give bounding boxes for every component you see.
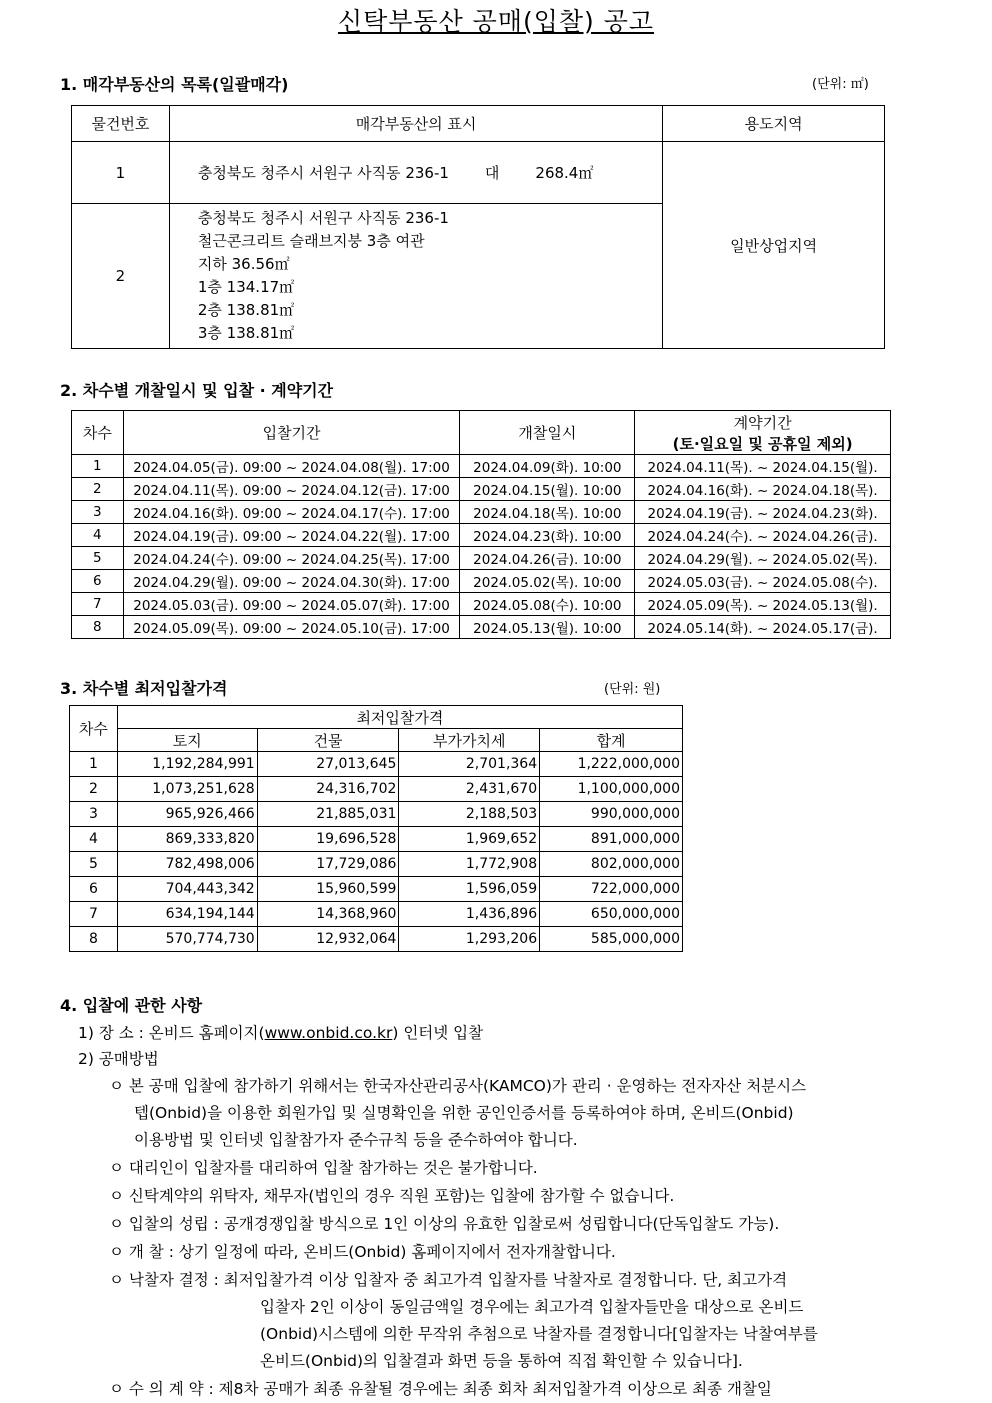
building-price-cell: 19,696,528 xyxy=(257,827,399,852)
schedule-row xyxy=(72,501,891,524)
contract-period-cell: 2024.04.29(월). ~ 2024.05.02(목). xyxy=(635,547,891,570)
method-line: ㅇ 신탁계약의 위탁자, 채무자(법인의 경우 직원 포함)는 입찰에 참가할 수 없습니다. xyxy=(109,1187,675,1205)
method-line: ㅇ 낙찰자 결정 : 최저입찰가격 이상 입찰자 중 최고가격 입찰자를 낙찰자로 결정합니다. 단, 최고가격 xyxy=(109,1271,788,1289)
method-line: ㅇ 수 의 계 약 : 제8차 공매가 최종 유찰될 경우에는 최종 회차 최저입찰가격 이상으로 최종 개찰일 xyxy=(109,1380,772,1398)
building-price-cell: 24,316,702 xyxy=(257,777,399,802)
bid-period-cell: 2024.04.19(금). 09:00 ~ 2024.04.22(월). 17:00 xyxy=(123,524,460,547)
contract-period-cell: 2024.04.16(화). ~ 2024.04.18(목). xyxy=(635,478,891,501)
building-price-cell: 17,729,086 xyxy=(257,852,399,877)
header-zone: 용도지역 xyxy=(663,106,885,142)
header-min-price: 최저입찰가격 xyxy=(117,706,682,729)
vat-cell: 1,969,652 xyxy=(399,827,540,852)
bid-period-cell: 2024.05.03(금). 09:00 ~ 2024.05.07(화). 17:00 xyxy=(123,593,460,616)
item1-description xyxy=(169,142,662,204)
header-item-no: 물건번호 xyxy=(72,106,170,142)
minimum-price-table xyxy=(69,705,683,952)
vat-cell: 1,436,896 xyxy=(399,902,540,927)
land-price-cell: 634,194,144 xyxy=(117,902,257,927)
header-bid-period: 입찰기간 xyxy=(123,411,460,455)
header-building: 건물 xyxy=(257,729,399,752)
building-price-cell: 27,013,645 xyxy=(257,752,399,777)
schedule-row xyxy=(72,524,891,547)
item1-type: 대 xyxy=(484,164,500,182)
item1-no: 1 xyxy=(72,142,170,204)
round-cell: 3 xyxy=(70,802,118,827)
price-row xyxy=(70,827,683,852)
method-line: 입찰자 2인 이상이 동일금액일 경우에는 최고가격 입찰자들만을 대상으로 온비드 xyxy=(260,1298,804,1316)
contract-period-cell: 2024.04.19(금). ~ 2024.04.23(화). xyxy=(635,501,891,524)
building-price-cell: 12,932,064 xyxy=(257,927,399,952)
round-cell: 2 xyxy=(70,777,118,802)
section4-heading: 4. 입찰에 관한 사항 xyxy=(60,996,203,1015)
method-line: ㅇ 개 찰 : 상기 일정에 따라, 온비드(Onbid) 홈페이지에서 전자개찰합니다. xyxy=(109,1243,616,1261)
vat-cell: 2,188,503 xyxy=(399,802,540,827)
page-title: 신탁부동산 공매(입찰) 공고 xyxy=(337,7,655,36)
bid-place-tail: ) 인터넷 입찰 xyxy=(392,1024,484,1042)
vat-cell: 1,772,908 xyxy=(399,852,540,877)
item2-description xyxy=(169,204,662,349)
total-price-cell: 990,000,000 xyxy=(540,802,683,827)
contract-period-cell: 2024.05.03(금). ~ 2024.05.08(수). xyxy=(635,570,891,593)
total-price-cell: 802,000,000 xyxy=(540,852,683,877)
round-cell: 4 xyxy=(70,827,118,852)
item2-line: 충청북도 청주시 서원구 사직동 236-1 xyxy=(197,209,449,227)
auction-method-label: 2) 공매방법 xyxy=(78,1050,159,1068)
total-price-cell: 585,000,000 xyxy=(540,927,683,952)
land-price-cell: 704,443,342 xyxy=(117,877,257,902)
vat-cell: 2,431,670 xyxy=(399,777,540,802)
opening-cell: 2024.04.15(월). 10:00 xyxy=(460,478,635,501)
bid-period-cell: 2024.04.24(수). 09:00 ~ 2024.04.25(목). 17:00 xyxy=(123,547,460,570)
land-price-cell: 869,333,820 xyxy=(117,827,257,852)
round-cell: 3 xyxy=(72,501,124,524)
total-price-cell: 1,222,000,000 xyxy=(540,752,683,777)
round-cell: 7 xyxy=(72,593,124,616)
vat-cell: 1,596,059 xyxy=(399,877,540,902)
item2-line: 지하 36.56㎡ xyxy=(197,255,290,273)
vat-cell: 1,293,206 xyxy=(399,927,540,952)
schedule-row xyxy=(72,478,891,501)
round-cell: 1 xyxy=(70,752,118,777)
round-cell: 6 xyxy=(72,570,124,593)
price-row xyxy=(70,902,683,927)
opening-cell: 2024.04.26(금). 10:00 xyxy=(460,547,635,570)
zone-cell: 일반상업지역 xyxy=(663,142,885,349)
item2-line: 3층 138.81㎡ xyxy=(197,324,295,342)
item2-line: 2층 138.81㎡ xyxy=(197,301,295,319)
header-total: 합계 xyxy=(540,729,683,752)
round-cell: 7 xyxy=(70,902,118,927)
opening-cell: 2024.04.09(화). 10:00 xyxy=(460,455,635,478)
total-price-cell: 722,000,000 xyxy=(540,877,683,902)
bid-period-cell: 2024.05.09(목). 09:00 ~ 2024.05.10(금). 17:00 xyxy=(123,616,460,639)
price-row xyxy=(70,802,683,827)
method-line: ㅇ 입찰의 성립 : 공개경쟁입찰 방식으로 1인 이상의 유효한 입찰로써 성립합니다(단독입찰도 가능). xyxy=(109,1215,780,1233)
land-price-cell: 1,192,284,991 xyxy=(117,752,257,777)
header-vat: 부가가치세 xyxy=(399,729,540,752)
opening-cell: 2024.04.23(화). 10:00 xyxy=(460,524,635,547)
method-line: 이용방법 및 인터넷 입찰참가자 준수규칙 등을 준수하여야 합니다. xyxy=(134,1131,578,1149)
land-price-cell: 965,926,466 xyxy=(117,802,257,827)
onbid-link[interactable]: www.onbid.co.kr xyxy=(264,1024,393,1042)
round-cell: 6 xyxy=(70,877,118,902)
method-line: ㅇ 대리인이 입찰자를 대리하여 입찰 참가하는 것은 불가합니다. xyxy=(109,1159,538,1177)
round-cell: 5 xyxy=(70,852,118,877)
price-row xyxy=(70,852,683,877)
land-price-cell: 1,073,251,628 xyxy=(117,777,257,802)
item2-line: 1층 134.17㎡ xyxy=(197,278,295,296)
header-round: 차수 xyxy=(70,706,118,752)
section3-heading: 3. 차수별 최저입찰가격 xyxy=(60,679,228,698)
method-line: (Onbid)시스템에 의한 무작위 추첨으로 낙찰자를 결정합니다[입찰자는 낙찰여부를 xyxy=(260,1325,818,1343)
header-contract-period xyxy=(635,411,891,455)
total-price-cell: 1,100,000,000 xyxy=(540,777,683,802)
header-opening-datetime: 개찰일시 xyxy=(460,411,635,455)
price-row xyxy=(70,877,683,902)
header-round: 차수 xyxy=(72,411,124,455)
bid-period-cell: 2024.04.05(금). 09:00 ~ 2024.04.08(월). 17:00 xyxy=(123,455,460,478)
round-cell: 5 xyxy=(72,547,124,570)
opening-cell: 2024.05.02(목). 10:00 xyxy=(460,570,635,593)
bid-place-label: 1) 장 소 : 온비드 홈페이지( xyxy=(78,1024,265,1042)
contract-period-cell: 2024.05.09(목). ~ 2024.05.13(월). xyxy=(635,593,891,616)
section3-unit: (단위: 원) xyxy=(604,682,661,697)
header-contract-period-note: (토·일요일 및 공휴일 제외) xyxy=(672,434,853,453)
round-cell: 8 xyxy=(72,616,124,639)
section2-heading: 2. 차수별 개찰일시 및 입찰 · 계약기간 xyxy=(60,381,334,400)
building-price-cell: 14,368,960 xyxy=(257,902,399,927)
contract-period-cell: 2024.04.11(목). ~ 2024.04.15(월). xyxy=(635,455,891,478)
method-line: 텝(Onbid)을 이용한 회원가입 및 실명확인을 위한 공인인증서를 등록하여야 하며, 온비드(Onbid) xyxy=(134,1104,794,1122)
minimum-price-table-body xyxy=(70,752,683,952)
round-cell: 2 xyxy=(72,478,124,501)
opening-cell: 2024.05.13(월). 10:00 xyxy=(460,616,635,639)
round-cell: 1 xyxy=(72,455,124,478)
schedule-row xyxy=(72,547,891,570)
method-line: ㅇ 본 공매 입찰에 참가하기 위해서는 한국자산관리공사(KAMCO)가 관리 · 운영하는 전자자산 처분시스 xyxy=(109,1077,807,1095)
item1-area: 268.4㎡ xyxy=(535,164,594,182)
bid-period-cell: 2024.04.11(목). 09:00 ~ 2024.04.12(금). 17:00 xyxy=(123,478,460,501)
section1-heading: 1. 매각부동산의 목록(일괄매각) xyxy=(60,75,289,94)
opening-cell: 2024.04.18(목). 10:00 xyxy=(460,501,635,524)
round-cell: 4 xyxy=(72,524,124,547)
header-contract-period-label: 계약기간 xyxy=(733,413,792,432)
item1-address: 충청북도 청주시 서원구 사직동 236-1 xyxy=(197,164,449,182)
total-price-cell: 891,000,000 xyxy=(540,827,683,852)
section1-unit: (단위: ㎡) xyxy=(812,77,869,92)
contract-period-cell: 2024.05.14(화). ~ 2024.05.17(금). xyxy=(635,616,891,639)
bid-period-cell: 2024.04.29(월). 09:00 ~ 2024.04.30(화). 17:00 xyxy=(123,570,460,593)
price-row xyxy=(70,927,683,952)
building-price-cell: 15,960,599 xyxy=(257,877,399,902)
price-row xyxy=(70,777,683,802)
schedule-row xyxy=(72,593,891,616)
header-land: 토지 xyxy=(117,729,257,752)
total-price-cell: 650,000,000 xyxy=(540,902,683,927)
opening-cell: 2024.05.08(수). 10:00 xyxy=(460,593,635,616)
schedule-row xyxy=(72,570,891,593)
building-price-cell: 21,885,031 xyxy=(257,802,399,827)
contract-period-cell: 2024.04.24(수). ~ 2024.04.26(금). xyxy=(635,524,891,547)
schedule-row xyxy=(72,616,891,639)
round-cell: 8 xyxy=(70,927,118,952)
header-property-description: 매각부동산의 표시 xyxy=(169,106,662,142)
price-row xyxy=(70,752,683,777)
item2-line: 철근콘크리트 슬래브지붕 3층 여관 xyxy=(197,232,425,250)
schedule-table xyxy=(71,410,891,639)
land-price-cell: 570,774,730 xyxy=(117,927,257,952)
land-price-cell: 782,498,006 xyxy=(117,852,257,877)
schedule-row xyxy=(72,455,891,478)
bid-period-cell: 2024.04.16(화). 09:00 ~ 2024.04.17(수). 17:00 xyxy=(123,501,460,524)
schedule-table-body xyxy=(72,455,891,639)
property-list-table xyxy=(71,105,885,349)
item2-no: 2 xyxy=(72,204,170,349)
vat-cell: 2,701,364 xyxy=(399,752,540,777)
bid-place xyxy=(78,1021,483,1043)
method-line: 온비드(Onbid)의 입찰결과 화면 등을 통하여 직접 확인할 수 있습니다]. xyxy=(260,1352,743,1370)
